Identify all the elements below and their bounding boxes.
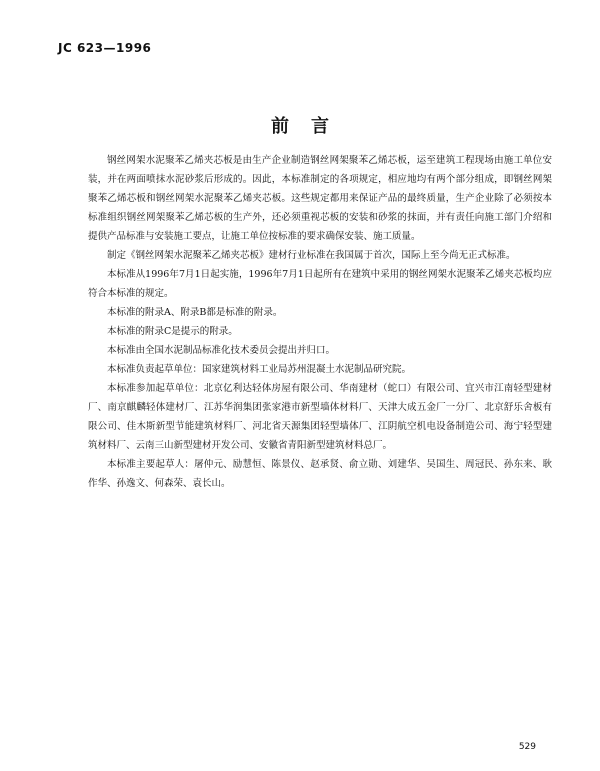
paragraph-intro: 钢丝网架水泥聚苯乙烯夹芯板是由生产企业制造钢丝网架聚苯乙烯芯板，运至建筑工程现场由施工单位安装，并在两面喷抹水泥砂浆后形成的。因此，本标准制定的各项规定，相应地均有两个部分组成，即钢丝网架聚苯乙烯芯板和钢丝网架水泥聚苯乙烯夹芯板。这些规定都用来保证产品的最终质量，生产企业除了必须按本标准组织钢丝网架聚苯乙烯芯板的生产外，还必须重视芯板的安装和砂浆的抹面，并有责任向施工部门介绍和提供产品标准与安装施工要点，让施工单位按标准的要求确保安装、施工质量。 [88, 155, 552, 242]
page-number: 529 [518, 742, 536, 752]
paragraph-appendix-ab: 本标准的附录A、附录B都是标准的附录。 [107, 307, 283, 318]
paragraph-first-standard: 制定《钢丝网架水泥聚苯乙烯夹芯板》建材行业标准在我国属于首次，国际上至今尚无正式标准。 [107, 250, 516, 261]
paragraph-appendix-c: 本标准的附录C是提示的附录。 [107, 326, 238, 337]
paragraph-participating-units: 本标准参加起草单位：北京亿利达轻体房屋有限公司、华南建材（蛇口）有限公司、宜兴市江南轻型建材厂、南京麒麟轻体建材厂、江苏华润集团张家港市新型墙体材料厂、天津大成五金厂一分厂、北京舒乐舍板有限公司、佳木斯新型节能建筑材料厂、河北省天源集团轻型墙体厂、江阴航空机电设备制造公司、海宁轻型建筑材料厂、云南三山新型建材开发公司、安徽省青阳新型建筑材料总厂。 [88, 383, 552, 451]
standard-code: JC 623—1996 [58, 41, 152, 55]
paragraph-proposed-by: 本标准由全国水泥制品标准化技术委员会提出并归口。 [107, 345, 336, 356]
page-title: 前言 [271, 116, 351, 137]
foreword-body [88, 151, 552, 493]
paragraph-lead-drafter: 本标准负责起草单位：国家建筑材料工业局苏州混凝土水泥制品研究院。 [107, 364, 412, 375]
paragraph-effective-date: 本标准从1996年7月1日起实施，1996年7月1日起所有在建筑中采用的钢丝网架水泥聚苯乙烯夹芯板均应符合本标准的规定。 [88, 269, 552, 299]
paragraph-main-drafters: 本标准主要起草人：屠仲元、励慧恒、陈景仪、赵承贤、俞立勋、刘建华、吴国生、周冠民、孙东来、耿作华、孙逸文、何森荣、袁长山。 [88, 459, 552, 489]
